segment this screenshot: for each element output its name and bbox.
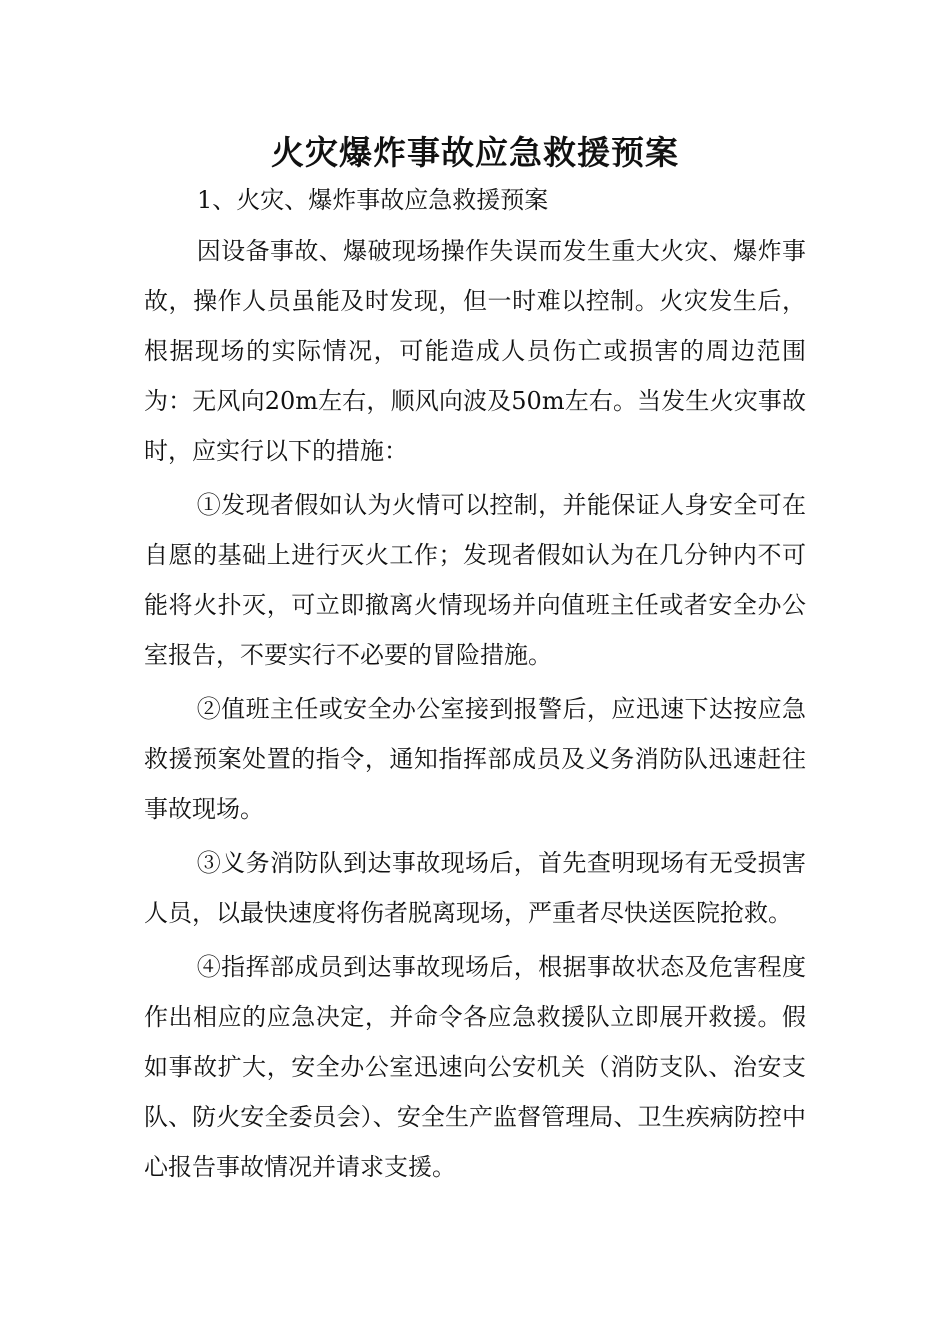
document-title: 火灾爆炸事故应急救援预案	[271, 133, 679, 172]
paragraph-measure-3: ③义务消防队到达事故现场后，首先查明现场有无受损害人员，以最快速度将伤者脱离现场，严重者尽快送医院抢救。	[144, 849, 806, 927]
paragraph-measure-2: ②值班主任或安全办公室接到报警后，应迅速下达按应急救援预案处置的指令，通知指挥部成员及义务消防队迅速赶往事故现场。	[144, 695, 806, 823]
paragraph-measure-1: ①发现者假如认为火情可以控制，并能保证人身安全可在自愿的基础上进行灭火工作；发现者假如认为在几分钟内不可能将火扑灭，可立即撤离火情现场并向值班主任或者安全办公室报告，不要实行不必要的冒险措施。	[144, 491, 806, 669]
paragraph-intro: 因设备事故、爆破现场操作失误而发生重大火灾、爆炸事故，操作人员虽能及时发现，但一时难以控制。火灾发生后，根据现场的实际情况，可能造成人员伤亡或损害的周边范围为：无风向20m左右，顺风向波及50m左右。当发生火灾事故时，应实行以下的措施：	[144, 237, 806, 465]
paragraph-measure-4: ④指挥部成员到达事故现场后，根据事故状态及危害程度作出相应的应急决定，并命令各应急救援队立即展开救援。假如事故扩大，安全办公室迅速向公安机关（消防支队、治安支队、防火安全委员会）、安全生产监督管理局、卫生疾病防控中心报告事故情况并请求支援。	[144, 953, 806, 1181]
document-body	[144, 128, 806, 1196]
section-heading: 1、火灾、爆炸事故应急救援预案	[197, 186, 549, 214]
